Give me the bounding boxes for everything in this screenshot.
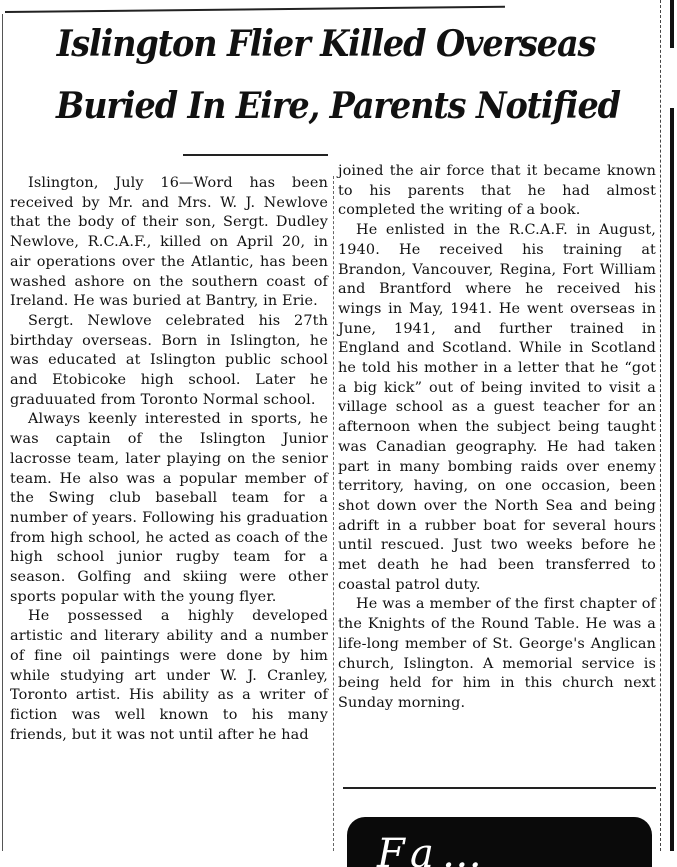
headline-rule: [183, 154, 328, 156]
article-end-rule: [343, 787, 656, 789]
article-right-column: [338, 162, 656, 714]
right-column-border: [660, 0, 662, 851]
paragraph-enlisted: He enlisted in the R.C.A.F. in August, 1940. He received his training at Brandon, Vancouver, Regina, Fort William and Brantford where he received his wings in May, 1941. He went overseas in June, 1941, and further trained in England and Scotland. While in Scotland he told his mother in a letter that he “got a big kick” out of being invited to visit a village school as a guest teacher for an afternoon when the subject being taught was Canadian geography. He had taken part in many bombing raids over enemy territory, having, on one occasion, been shot down over the North Sea and being adrift in a rubber boat for several hours until rescued. Just two weeks before he met death he had been transferred to coastal patrol duty.: [338, 222, 656, 593]
top-rule: [5, 6, 505, 13]
headline-line-2: Buried In Eire, Parents Notified: [56, 85, 620, 127]
headline-line-1: Islington Flier Killed Overseas: [56, 23, 596, 65]
left-border: [2, 14, 3, 851]
paragraph-dateline: Islington, July 16—Word has been received by Mr. and Mrs. W. J. Newlove that the body of their son, Sergt. Dudley Newlove, R.C.A.F., killed on April 20, in air operations over the Atlantic, has been washed ashore on the southern coast of Ireland. He was buried at Bantry, in Erie.: [10, 175, 328, 310]
advertisement-text: Fa…: [377, 831, 490, 867]
paragraph-continuation: joined the air force that it became known to his parents that he had almost completed the writing of a book.: [338, 163, 656, 219]
column-divider: [333, 176, 335, 851]
advertisement-banner: [347, 817, 652, 867]
bar-gap: [668, 48, 677, 108]
paragraph-memorial: He was a member of the first chapter of the Knights of the Round Table. He was a life-long member of St. George's Anglican church, Islington. A memorial service is being held for him in this church next Sunday morning.: [338, 596, 656, 711]
paragraph-sports: Always keenly interested in sports, he was captain of the Islington Junior lacrosse team, later playing on the senior team. He also was a popular member of the Swing club baseball team for a number of years. Following his graduation from high school, he acted as coach of the high school junior rugby team for a season. Golfing and skiing were other sports popular with the young flyer.: [10, 411, 328, 605]
adjacent-column-bar: [670, 0, 674, 851]
article-left-column: [10, 174, 328, 745]
paragraph-birthday: Sergt. Newlove celebrated his 27th birthday overseas. Born in Islington, he was educated at Islington public school and Etobicoke high school. Later he graduuated from Toronto Normal school.: [10, 312, 328, 408]
paragraph-artistic: He possessed a highly developed artistic and literary ability and a number of fine oil paintings were done by him while studying art under W. J. Cranley, Toronto artist. His ability as a writer of fiction was well known to his many friends, but it was not until after he had: [10, 608, 328, 743]
